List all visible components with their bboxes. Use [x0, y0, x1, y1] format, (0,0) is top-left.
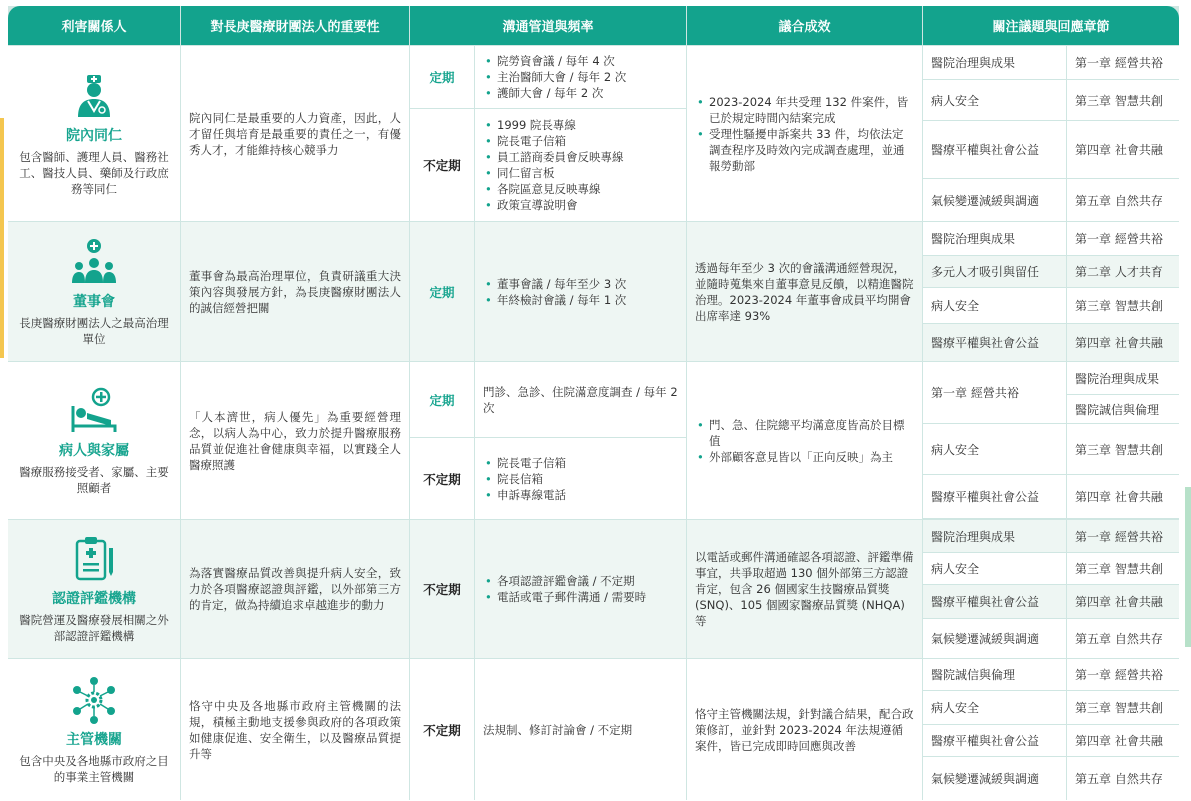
- topic-issue: 醫院治理與成果: [1067, 362, 1179, 394]
- topic-issue: 病人安全: [923, 288, 1066, 323]
- results-cell: [687, 362, 922, 519]
- channel-text: [475, 659, 686, 800]
- channel-item: • 申訴專線電話: [483, 487, 566, 503]
- topic-issue: 醫院治理與成果: [923, 520, 1066, 552]
- topic-chapter: 第一章 經營共裕: [1067, 659, 1179, 690]
- topic-issue: 氣候變遷減緩與調適: [923, 179, 1066, 221]
- importance-text: 院內同仁是最重要的人力資產，因此，人才留任與培育是最重要的責任之一，有優秀人才，才能維持核心競爭力: [181, 46, 409, 221]
- channel-item: • 院勞資會議 / 每年 4 次: [483, 53, 626, 69]
- topic-issue: 醫療平權與社會公益: [923, 324, 1066, 361]
- freq-label: 不定期: [410, 438, 474, 519]
- freq-label: 定期: [410, 362, 474, 437]
- channel-item: • 院長信箱: [483, 471, 566, 487]
- stakeholder-cell: [8, 362, 180, 519]
- header-results: 議合成效: [687, 6, 922, 45]
- stakeholder-title: 主管機關: [66, 731, 122, 748]
- header-importance: 對長庚醫療財團法人的重要性: [181, 6, 409, 45]
- channel-item: • 電話或電子郵件溝通 / 需要時: [483, 589, 646, 605]
- channel-item: • 1999 院長專線: [483, 117, 624, 133]
- topic-issue: 病人安全: [923, 80, 1066, 120]
- channel-text-value: 門診、急診、住院滿意度調查 / 每年 2 次: [483, 384, 678, 415]
- topics-block: [923, 362, 1179, 519]
- channel-item: • 各項認證評鑑會議 / 不定期: [483, 573, 646, 589]
- patient-bed-icon: [69, 386, 119, 436]
- channel-item: • 院長電子信箱: [483, 133, 624, 149]
- topic-issue: 氣候變遷減緩與調適: [923, 619, 1066, 658]
- stakeholder-title: 認證評鑑機構: [52, 591, 136, 607]
- importance-text: 為落實醫療品質改善與提升病人安全，致力於各項醫療認證與評鑑，以外部第三方的肯定，做為持續追求卓越進步的動力: [181, 520, 409, 658]
- stakeholder-desc: 醫院營運及醫療發展相關之外部認證評鑑機構: [19, 613, 169, 643]
- header-channels: 溝通管道與頻率: [410, 6, 686, 45]
- channel-item: • 護師大會 / 每年 2 次: [483, 85, 626, 101]
- topic-issue: 病人安全: [923, 424, 1066, 474]
- topic-chapter: 第一章 經營共裕: [923, 362, 1066, 423]
- results-text: 恪守主管機關法規，針對議合結果，配合政策修訂，並針對 2023-2024 年法規遵循案件，皆已完成即時回應與改善: [687, 659, 922, 800]
- topic-chapter: 第五章 自然共存: [1067, 757, 1179, 800]
- stakeholder-desc: 長庚醫療財團法人之最高治理單位: [19, 315, 169, 346]
- stakeholder-cell: [8, 520, 180, 658]
- channel-list: [475, 520, 686, 658]
- stakeholder-title: 院內同仁: [66, 127, 122, 144]
- left-edge-tab: [0, 118, 4, 358]
- channel-list: [475, 222, 686, 361]
- freq-label: 不定期: [410, 520, 474, 658]
- freq-label: 不定期: [410, 109, 474, 221]
- topic-issue: 醫療平權與社會公益: [923, 725, 1066, 756]
- topic-issue: 醫院誠信與倫理: [1067, 395, 1179, 423]
- channel-text: [475, 362, 686, 437]
- topic-chapter: 第三章 智慧共創: [1067, 80, 1179, 120]
- topic-chapter: 第三章 智慧共創: [1067, 553, 1179, 584]
- topic-issue: 病人安全: [923, 553, 1066, 584]
- freq-label: 不定期: [410, 659, 474, 800]
- channels-block: [410, 362, 686, 519]
- topic-chapter: 第四章 社會共融: [1067, 725, 1179, 756]
- topic-chapter: 第一章 經營共裕: [1067, 46, 1179, 79]
- importance-text: 董事會為最高治理單位，負責研議重大決策內容與發展方針，為長庚醫療財團法人的誠信經營把關: [181, 222, 409, 361]
- stakeholder-table: [8, 6, 1179, 800]
- channel-text-value: 法規制、修訂討論會 / 不定期: [483, 722, 633, 737]
- header-stakeholder: 利害關係人: [8, 6, 180, 45]
- right-edge-tab: [1185, 487, 1191, 647]
- channels-block: [410, 46, 686, 221]
- freq-label: 定期: [410, 222, 474, 361]
- topic-issue: 醫院治理與成果: [923, 46, 1066, 79]
- channel-list: [475, 109, 686, 221]
- header-topics: 關注議題與回應章節: [923, 6, 1179, 45]
- stakeholder-cell: [8, 46, 180, 221]
- importance-text: 「人本濟世，病人優先」為重要經營理念，以病人為中心，致力於提升醫療服務品質並促進社會健康與幸福，以實踐全人醫療照護: [181, 362, 409, 519]
- topic-issue: 多元人才吸引與留任: [923, 256, 1066, 287]
- doctor-icon: [69, 71, 119, 121]
- board-icon: [69, 237, 119, 287]
- result-item: • 2023-2024 年共受理 132 件案件，皆已於規定時間內結案完成: [695, 94, 914, 126]
- stakeholder-desc: 醫療服務接受者、家屬、主要照顧者: [19, 464, 169, 495]
- channel-list: [475, 46, 686, 108]
- topic-chapter: 第四章 社會共融: [1067, 475, 1179, 518]
- channel-item: • 各院區意見反映專線: [483, 181, 624, 197]
- channel-item: • 主治醫師大會 / 每年 2 次: [483, 69, 626, 85]
- result-item: • 受理性騷擾申訴案共 33 件，均依法定調查程序及時效內完成調查處理，並通報勞動部: [695, 126, 914, 174]
- stakeholder-desc: 包含中央及各地縣市政府之目的事業主管機關: [19, 753, 169, 784]
- channel-item: • 政策宣導說明會: [483, 197, 624, 213]
- stakeholder-cell: [8, 222, 180, 361]
- topic-chapter: 第三章 智慧共創: [1067, 288, 1179, 323]
- stakeholder-title: 董事會: [73, 293, 115, 310]
- result-item: • 外部顧客意見皆以「正向反映」為主: [695, 449, 914, 465]
- results-text: 以電話或郵件溝通確認各項認證、評鑑準備事宜，共爭取超過 130 個外部第三方認證肯定，包含 26 個國家生技醫療品質獎 (SNQ)、105 個國家醫療品質獎 (NHQA) 等: [687, 520, 922, 658]
- topic-chapter: 第四章 社會共融: [1067, 324, 1179, 361]
- topic-chapter: 第三章 智慧共創: [1067, 424, 1179, 474]
- topic-issue: 醫院誠信與倫理: [923, 659, 1066, 690]
- channel-item: • 年終檢討會議 / 每年 1 次: [483, 292, 626, 308]
- results-text: 透過每年至少 3 次的會議溝通經營現況，並隨時蒐集來自董事意見反饋，以精進醫院治理。2023-2024 年董事會成員平均開會出席率達 93%: [687, 222, 922, 361]
- topic-chapter: 第五章 自然共存: [1067, 179, 1179, 221]
- channel-item: • 同仁留言板: [483, 165, 624, 181]
- topics-block: [923, 659, 1179, 800]
- network-gear-icon: [69, 675, 119, 725]
- freq-label: 定期: [410, 46, 474, 108]
- channel-list: [475, 438, 686, 519]
- topics-block: [923, 222, 1179, 361]
- result-item: • 門、急、住院總平均滿意度皆高於目標值: [695, 417, 914, 449]
- stakeholder-cell: [8, 659, 180, 800]
- topic-issue: 氣候變遷減緩與調適: [923, 757, 1066, 800]
- topic-issue: 醫院治理與成果: [923, 222, 1066, 255]
- channel-item: • 院長電子信箱: [483, 455, 566, 471]
- stakeholder-title: 病人與家屬: [59, 442, 129, 459]
- results-cell: [687, 46, 922, 221]
- channel-item: • 董事會議 / 每年至少 3 次: [483, 276, 626, 292]
- importance-text: 恪守中央及各地縣市政府主管機關的法規，積極主動地支援參與政府的各項政策如健康促進、安全衛生，以及醫療品質提升等: [181, 659, 409, 800]
- topic-chapter: 第五章 自然共存: [1067, 619, 1179, 658]
- topic-issue: 醫療平權與社會公益: [923, 121, 1066, 178]
- topic-chapter: 第四章 社會共融: [1067, 121, 1179, 178]
- stakeholder-desc: 包含醫師、護理人員、醫務社工、醫技人員、藥師及行政庶務等同仁: [19, 149, 169, 196]
- topic-issue: 醫療平權與社會公益: [923, 475, 1066, 518]
- topic-chapter: 第二章 人才共育: [1067, 256, 1179, 287]
- topic-chapter: 第一章 經營共裕: [1067, 222, 1179, 255]
- topics-block: [923, 46, 1179, 221]
- topic-chapter: 第三章 智慧共創: [1067, 691, 1179, 724]
- topic-chapter: 第一章 經營共裕: [1067, 520, 1179, 552]
- topic-issue: 醫療平權與社會公益: [923, 585, 1066, 618]
- channel-item: • 員工諮商委員會反映專線: [483, 149, 624, 165]
- topic-issue: 病人安全: [923, 691, 1066, 724]
- topic-chapter: 第四章 社會共融: [1067, 585, 1179, 618]
- topics-block: [923, 520, 1179, 658]
- clipboard-icon: [69, 534, 119, 584]
